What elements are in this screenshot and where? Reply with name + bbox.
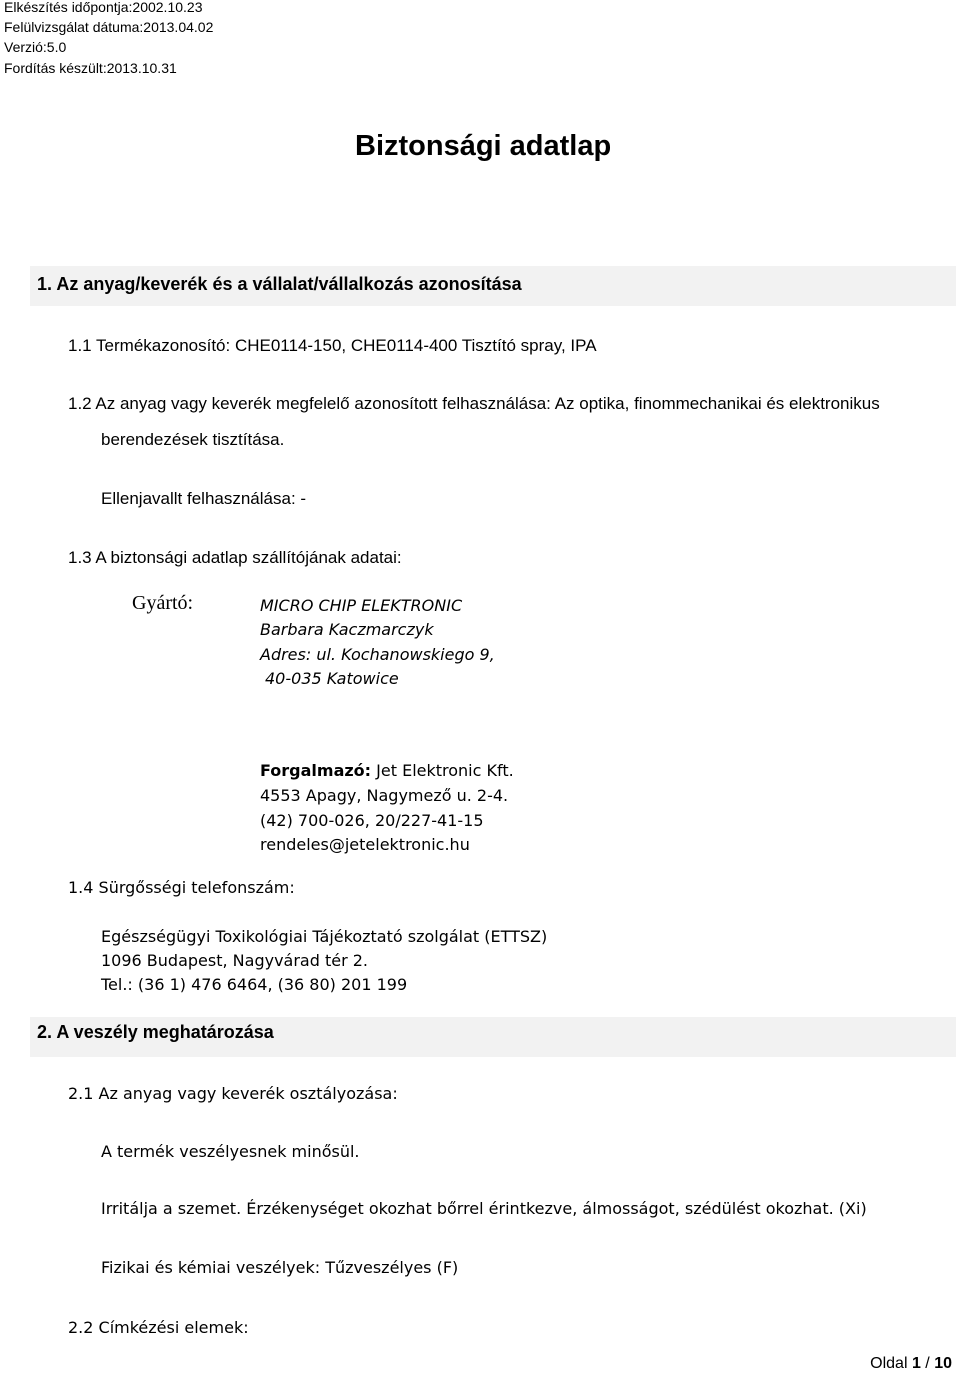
hazard-statement: A termék veszélyesnek minősül. bbox=[101, 1142, 360, 1161]
distributor-company: Jet Elektronic Kft. bbox=[371, 761, 514, 780]
health-hazards: Irritálja a szemet. Érzékenységet okozhat bőrrel érintkezve, álmosságot, szédülést okozhat. (Xi) bbox=[101, 1199, 867, 1218]
classification-heading: 2.1 Az anyag vagy keverék osztályozása: bbox=[68, 1084, 398, 1103]
physical-hazards: Fizikai és kémiai veszélyek: Tűzveszélyes (F) bbox=[101, 1258, 459, 1277]
emergency-address: 1096 Budapest, Nagyvárad tér 2. bbox=[101, 951, 369, 970]
total-pages: 10 bbox=[934, 1355, 952, 1372]
distributor-phone: (42) 700-026, 20/227-41-15 bbox=[260, 811, 484, 830]
page-number bbox=[870, 1355, 952, 1373]
manufacturer-label: Gyártó: bbox=[132, 592, 194, 614]
distributor-label: Forgalmazó: bbox=[260, 761, 372, 780]
distributor-email[interactable] bbox=[260, 835, 470, 854]
manufacturer-city: 40-035 Katowice bbox=[265, 669, 399, 688]
manufacturer-person: Barbara Kaczmarczyk bbox=[260, 620, 434, 639]
emergency-tel: Tel.: (36 1) 476 6464, (36 80) 201 199 bbox=[101, 975, 408, 994]
section1-heading: 1. Az anyag/keverék és a vállalat/vállalkozás azonosítása bbox=[37, 274, 522, 294]
created-date: Elkészítés időpontja:2002.10.23 bbox=[4, 0, 203, 15]
page-prefix: Oldal bbox=[870, 1355, 912, 1372]
distributor-address: 4553 Apagy, Nagymező u. 2-4. bbox=[260, 786, 509, 805]
version: Verzió:5.0 bbox=[4, 39, 67, 55]
distributor-email-text[interactable]: rendeles@jetelektronic.hu bbox=[260, 835, 470, 854]
page-separator: / bbox=[920, 1355, 935, 1372]
section2-heading: 2. A veszély meghatározása bbox=[37, 1022, 274, 1042]
distributor-name bbox=[260, 761, 514, 780]
revised-date: Felülvizsgálat dátuma:2013.04.02 bbox=[4, 19, 214, 35]
translated-date: Fordítás készült:2013.10.31 bbox=[4, 60, 177, 76]
contraindicated-use: Ellenjavallt felhasználása: - bbox=[101, 489, 307, 508]
manufacturer-address bbox=[260, 645, 495, 664]
manufacturer-name: MICRO CHIP ELEKTRONIC bbox=[260, 596, 463, 615]
emergency-service: Egészségügyi Toxikológiai Tájékoztató szolgálat (ETTSZ) bbox=[101, 927, 548, 946]
current-page: 1 bbox=[911, 1355, 921, 1372]
labelling-heading: 2.2 Címkézési elemek: bbox=[68, 1318, 249, 1337]
product-identifier: 1.1 Termékazonosító: CHE0114-150, CHE0114-400 Tisztító spray, IPA bbox=[68, 336, 597, 355]
identified-use-line2: berendezések tisztítása. bbox=[101, 430, 285, 449]
supplier-details-heading: 1.3 A biztonsági adatlap szállítójának adatai: bbox=[68, 548, 402, 567]
page-title: Biztonsági adatlap bbox=[355, 130, 612, 162]
emergency-phone-heading: 1.4 Sürgősségi telefonszám: bbox=[68, 878, 295, 897]
identified-use-line1: 1.2 Az anyag vagy keverék megfelelő azonosított felhasználása: Az optika, finommechanikai és elektronikus bbox=[68, 394, 880, 413]
manufacturer-address-text: Adres: ul. Kochanowskiego 9, bbox=[260, 645, 495, 664]
